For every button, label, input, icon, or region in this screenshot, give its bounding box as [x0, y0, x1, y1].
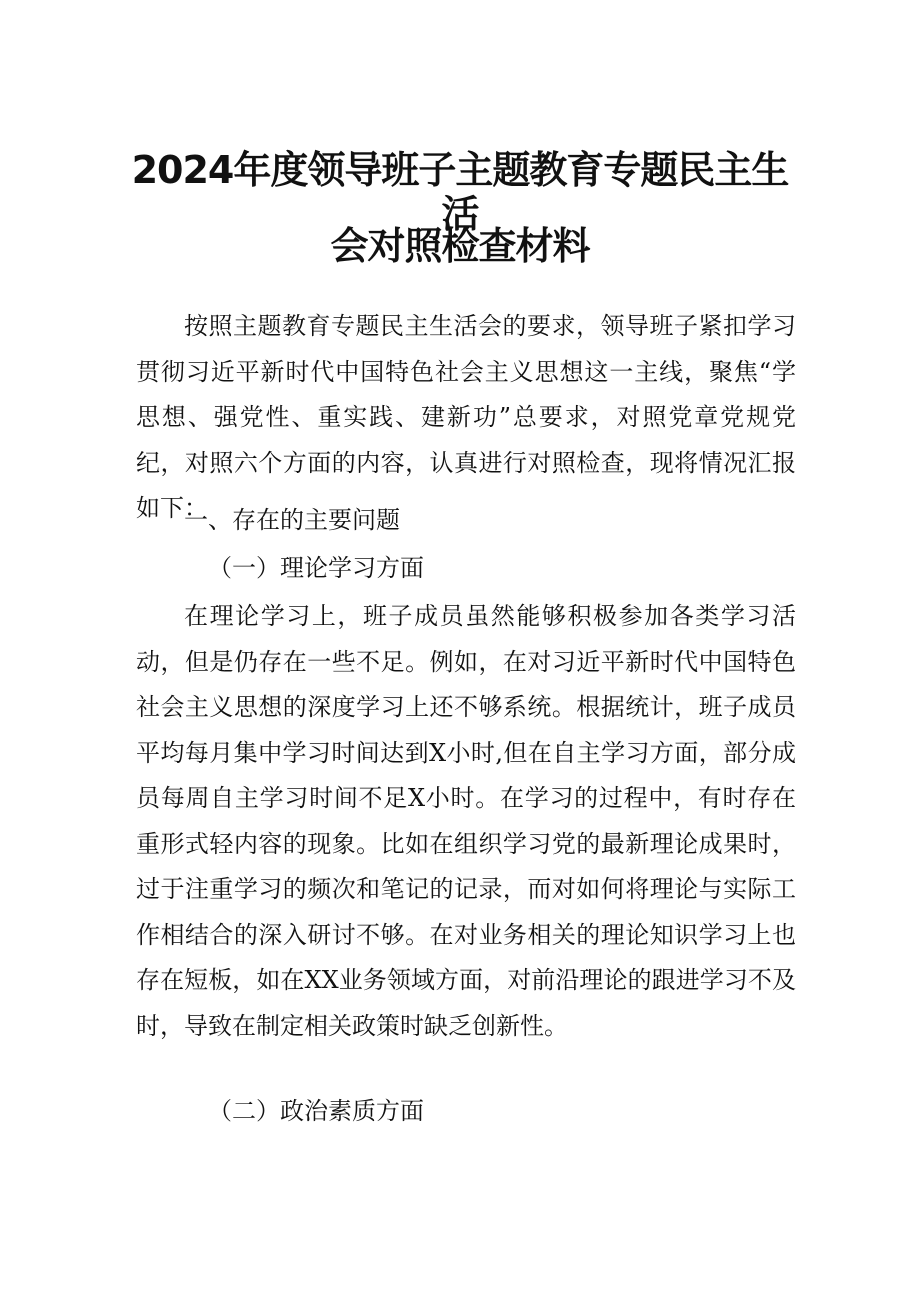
subsection-heading-theory-study: （一）理论学习方面	[208, 554, 424, 582]
theory-study-paragraph: 在理论学习上，班子成员虽然能够积极参加各类学习活动，但是仍存在一些不足。例如，在对习近平新时代中国特色社会主义思想的深度学习上还不够系统。根据统计，班子成员平均每月集中学习时间达到X小时,但在自主学习方面，部分成员每周自主学习时间不足X小时。在学习的过程中，有时存在重形式轻内容的现象。比如在组织学习党的最新理论成果时，过于注重学习的频次和笔记的记录，而对如何将理论与实际工作相结合的深入研讨不够。在对业务相关的理论知识学习上也存在短板，如在XX业务领域方面，对前沿理论的跟进学习不及时，导致在制定相关政策时缺乏创新性。	[136, 602, 796, 1040]
document-title-line-1: 2024年度领导班子主题教育专题民主生活	[131, 148, 789, 236]
document-title-line-2: 会对照检查材料	[330, 224, 590, 268]
section-heading-problems: 一、存在的主要问题	[184, 506, 400, 534]
intro-paragraph: 按照主题教育专题民主生活会的要求，领导班子紧扣学习贯彻习近平新时代中国特色社会主义思想这一主线，聚焦“学思想、强党性、重实践、建新功”总要求，对照党章党规党纪，对照六个方面的内容，认真进行对照检查，现将情况汇报如下：	[136, 312, 796, 522]
subsection-heading-political-quality: （二）政治素质方面	[208, 1097, 424, 1125]
